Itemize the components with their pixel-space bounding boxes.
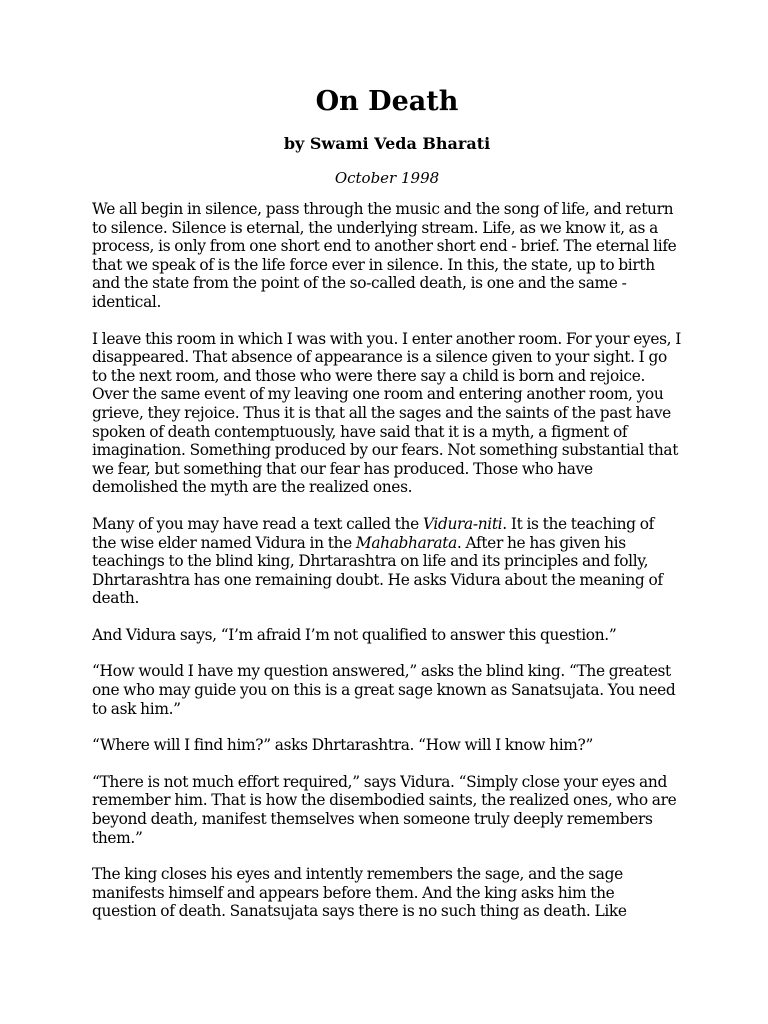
paragraph-text: “Where will I find him?” asks Dhrtarashtra. “How will I know him?” [92, 736, 593, 755]
document-date: October 1998 [334, 169, 440, 187]
paragraph-text: . After he has given his teachings to the blind king, Dhrtarashtra on life and its principles and folly, Dhrtarashtra has one remaining doubt. He asks Vidura about the meaning of death. [92, 533, 663, 608]
body-paragraph [92, 773, 682, 847]
paragraph-text: “There is not much effort required,” says Vidura. “Simply close your eyes and remember him. That is how the disembodied saints, the realized ones, who are beyond death, manifest themselves when someone truly deeply remembers them.” [92, 772, 677, 847]
document-title: On Death [315, 86, 459, 117]
paragraph-text: We all begin in silence, pass through the music and the song of life, and return to silence. Silence is eternal, the underlying stream. Life, as we know it, as a process, is only from one short end to another short end - brief. The eternal life that we speak of is the life force ever in silence. In this, the state, up to birth and the state from the point of the so-called death, is one and the same - identical. [92, 200, 677, 311]
paragraph-text: “How would I have my question answered,” asks the blind king. “The greatest one who may guide you on this is a great sage known as Sanatsujata. You need to ask him.” [92, 662, 676, 718]
body-paragraph [92, 330, 682, 497]
paragraph-text: Many of you may have read a text called the [92, 514, 423, 533]
paragraph-text: I leave this room in which I was with you. I enter another room. For your eyes, I disappeared. That absence of appearance is a silence given to your sight. I go to the next room, and those who were there say a child is born and rejoice. Over the same event of my leaving one room and entering another room, you grieve, they rejoice. Thus it is that all the sages and the saints of the past have spoken of death contemptuously, have said that it is a myth, a figment of imagination. Something produced by our fears. Not something substantial that we fear, but something that our fear has produced. Those who have demolished the myth are the realized ones. [92, 329, 681, 497]
author-byline: by Swami Veda Bharati [283, 134, 491, 153]
body-paragraph [92, 626, 682, 645]
body-paragraph [92, 865, 682, 921]
paragraph-text: And Vidura says, “I’m afraid I’m not qualified to answer this question.” [92, 625, 617, 644]
body-paragraph [92, 736, 682, 755]
document-body [92, 200, 682, 921]
italic-title-text: Vidura-niti [422, 514, 503, 533]
document-page [92, 84, 682, 939]
paragraph-text: . It is the teaching of the wise elder named Vidura in the [92, 514, 654, 552]
italic-title-text: Mahabharata [355, 533, 457, 552]
paragraph-text: The king closes his eyes and intently remembers the sage, and the sage manifests himself and appears before them. And the king asks him the question of death. Sanatsujata says there is no such thing as death. Like [92, 865, 627, 921]
body-paragraph [92, 200, 682, 312]
body-paragraph [92, 662, 682, 718]
body-paragraph [92, 515, 682, 608]
